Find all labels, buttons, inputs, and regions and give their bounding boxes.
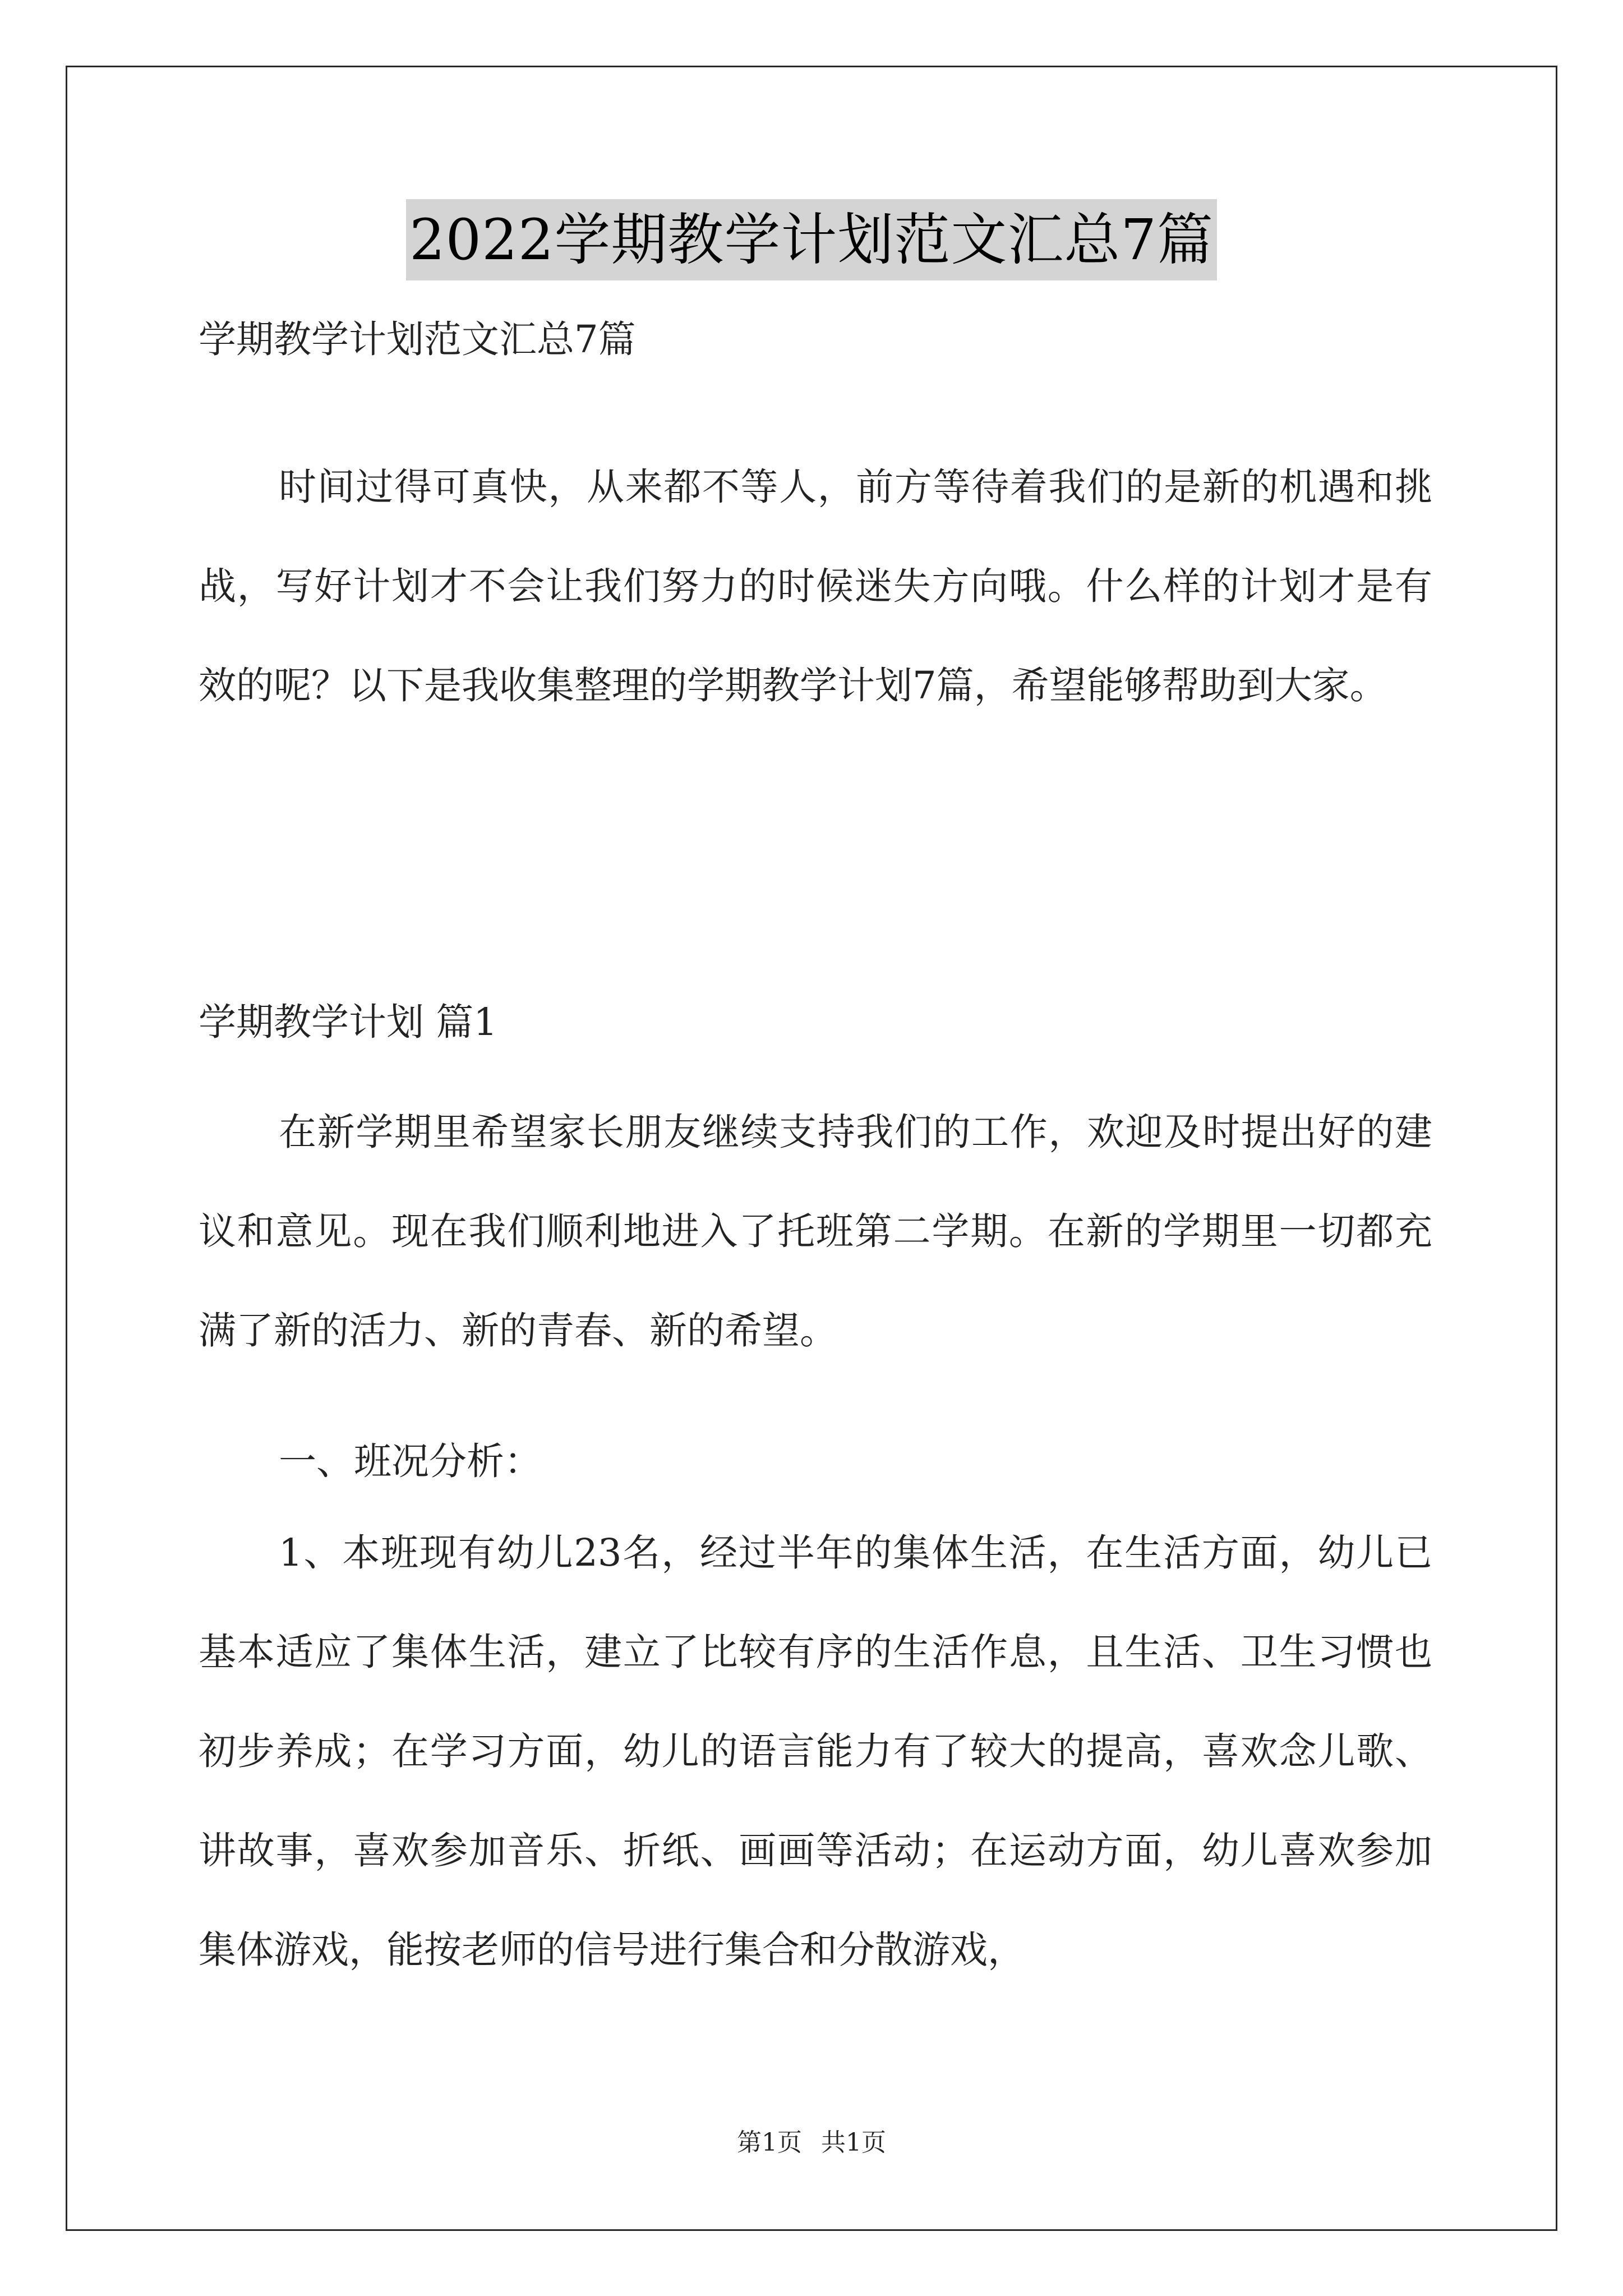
document-subtitle: 学期教学计划范文汇总7篇: [199, 318, 636, 361]
section-heading: 学期教学计划 篇1: [199, 1000, 497, 1044]
class-analysis-heading: 一、班况分析：: [279, 1439, 542, 1483]
page-number: 第1页: [737, 2128, 802, 2157]
title-container: [0, 199, 1623, 280]
page-total: 共1页: [821, 2128, 886, 2157]
document-title: 2022学期教学计划范文汇总7篇: [406, 199, 1217, 280]
page-footer: [0, 2126, 1623, 2160]
analysis-item-paragraph: 1、本班现有幼儿23名，经过半年的集体生活，在生活方面，幼儿已基本适应了集体生活，建立了比较有序的生活作息，且生活、卫生习惯也初步养成；在学习方面，幼儿的语言能力有了较大的提高，喜欢念儿歌、讲故事，喜欢参加音乐、折纸、画画等活动；在运动方面，幼儿喜欢参加集体游戏，能按老师的信号进行集合和分散游戏，: [199, 1531, 1432, 1972]
section-paragraph: 在新学期里希望家长朋友继续支持我们的工作，欢迎及时提出好的建议和意见。现在我们顺利地进入了托班第二学期。在新的学期里一切都充满了新的活力、新的青春、新的希望。: [199, 1110, 1432, 1352]
intro-paragraph: 时间过得可真快，从来都不等人，前方等待着我们的是新的机遇和挑战，写好计划才不会让我们努力的时候迷失方向哦。什么样的计划才是有效的呢？以下是我收集整理的学期教学计划7篇，希望能够帮助到大家。: [199, 465, 1432, 707]
